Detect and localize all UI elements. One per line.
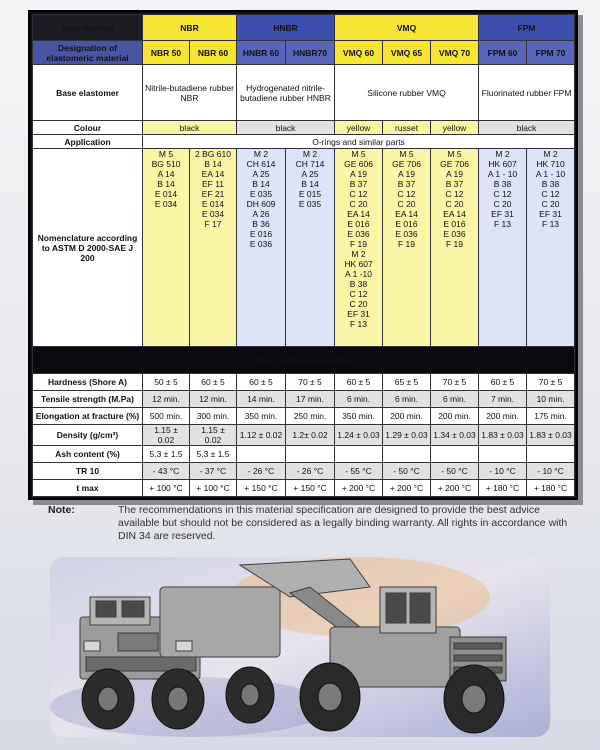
colour-fpm: black: [479, 121, 575, 135]
nomenclature-code: A 19: [398, 169, 416, 179]
tensile-strength-value: 12 min.: [190, 391, 237, 408]
nomenclature-code: CH 714: [295, 159, 325, 169]
nomenclature-code: EA 14: [395, 209, 418, 219]
nomenclature-code: B 36: [252, 219, 270, 229]
nomenclature-code: E 036: [249, 239, 273, 249]
tensile-strength-value: 10 min.: [527, 391, 575, 408]
grade-header: VMQ 60: [335, 41, 383, 65]
nomenclature-code: C 12: [445, 189, 464, 199]
nomenclature-code: E 016: [347, 219, 370, 229]
hardness-label: Hardness (Shore A): [33, 374, 143, 391]
base-elastomer-hnbr: Hydrogenated nitrile-butadiene rubber HNBR: [237, 65, 335, 121]
tensile-strength-label: Tensile strength (M.Pa): [33, 391, 143, 408]
nomenclature-code: 2 BG 610: [195, 149, 231, 159]
nomenclature-code: A 1 -10: [345, 269, 372, 279]
nomenclature-column: [335, 149, 383, 347]
header-row: [33, 15, 575, 41]
nomenclature-code: E 036: [443, 229, 466, 239]
nomenclature-code: B 37: [445, 179, 464, 189]
specification-table: [32, 14, 575, 497]
t-max-value: + 200 °C: [383, 480, 431, 497]
nomenclature-column: [527, 149, 575, 347]
colour-vmq: russet: [383, 121, 431, 135]
grade-header: VMQ 65: [383, 41, 431, 65]
colour-nbr: black: [143, 121, 237, 135]
nomenclature-code: A 25: [252, 169, 270, 179]
nomenclature-code: M 5: [447, 149, 462, 159]
density-value: 1.83 ± 0.03: [479, 425, 527, 446]
nomenclature-code: C 20: [349, 299, 368, 309]
density-value: 1.83 ± 0.03: [527, 425, 575, 446]
nomenclature-code: B 37: [397, 179, 416, 189]
hardness-row: [33, 374, 575, 391]
nomenclature-code: EA 14: [443, 209, 466, 219]
tensile-strength-value: 12 min.: [143, 391, 190, 408]
nomenclature-code: C 20: [397, 199, 416, 209]
density-value: 1.34 ± 0.03: [431, 425, 479, 446]
nomenclature-code: C 20: [445, 199, 464, 209]
grade-header: HNBR 60: [237, 41, 286, 65]
nomenclature-code: B 38: [541, 179, 560, 189]
colour-hnbr: black: [237, 121, 335, 135]
nomenclature-code: BG 510: [151, 159, 181, 169]
density-value: 1.29 ± 0.03: [383, 425, 431, 446]
nomenclature-code: A 25: [301, 169, 319, 179]
density-value: 1.15 ± 0.02: [190, 425, 237, 446]
nomenclature-code: C 20: [541, 199, 560, 209]
elongation-value: 300 min.: [190, 408, 237, 425]
ash-content-value: [335, 446, 383, 463]
nomenclature-code: M 2: [543, 149, 558, 159]
nomenclature-code: A 26: [252, 209, 270, 219]
nomenclature-code: B 14: [204, 159, 222, 169]
nomenclature-column: [383, 149, 431, 347]
ash-content-value: [527, 446, 575, 463]
tensile-strength-value: 17 min.: [286, 391, 335, 408]
nomenclature-code: A 14: [157, 169, 175, 179]
grade-header: FPM 70: [527, 41, 575, 65]
t-max-value: + 100 °C: [190, 480, 237, 497]
elongation-row: [33, 408, 575, 425]
nomenclature-code: F 19: [398, 239, 416, 249]
base-elastomer-label: Base elastomer: [33, 65, 143, 121]
nomenclature-code: EF 31: [491, 209, 514, 219]
nomenclature-code: C 20: [349, 199, 368, 209]
nomenclature-code: F 19: [350, 239, 368, 249]
nomenclature-code: B 14: [301, 179, 319, 189]
nomenclature-code: F 13: [350, 319, 368, 329]
nomenclature-code: B 38: [349, 279, 368, 289]
t-max-value: + 180 °C: [527, 480, 575, 497]
tr-10-value: - 55 °C: [335, 463, 383, 480]
ash-content-value: [237, 446, 286, 463]
nomenclature-code: F 13: [494, 219, 512, 229]
tr-10-value: - 26 °C: [237, 463, 286, 480]
tr-10-label: TR 10: [33, 463, 143, 480]
hardness-value: 70 ± 5: [527, 374, 575, 391]
tensile-strength-value: 6 min.: [383, 391, 431, 408]
elongation-value: 200 min.: [383, 408, 431, 425]
nomenclature-code: EA 14: [347, 209, 370, 219]
group-header: VMQ: [335, 15, 479, 41]
elongation-value: 200 min.: [431, 408, 479, 425]
ash-content-row: [33, 446, 575, 463]
base-elastomer-nbr: Nitrile-butadiene rubber NBR: [143, 65, 237, 121]
colour-row: [33, 121, 575, 135]
tensile-strength-value: 14 min.: [237, 391, 286, 408]
t-max-value: + 180 °C: [479, 480, 527, 497]
hardness-value: 60 ± 5: [190, 374, 237, 391]
density-value: 1.12 ± 0.02: [237, 425, 286, 446]
t-max-value: + 150 °C: [286, 480, 335, 497]
nomenclature-code: HK 607: [344, 259, 373, 269]
tr-10-value: - 37 °C: [190, 463, 237, 480]
nomenclature-code: B 37: [349, 179, 368, 189]
t-max-label: t max: [33, 480, 143, 497]
density-label: Density (g/cm³): [33, 425, 143, 446]
t-max-value: + 200 °C: [431, 480, 479, 497]
hardness-value: 65 ± 5: [383, 374, 431, 391]
elongation-value: 250 min.: [286, 408, 335, 425]
tensile-strength-value: 7 min.: [479, 391, 527, 408]
hardness-value: 70 ± 5: [286, 374, 335, 391]
nomenclature-code: E 016: [395, 219, 418, 229]
tr-10-row: [33, 463, 575, 480]
nomenclature-code: A 1 - 10: [487, 169, 518, 179]
nomenclature-code: E 034: [201, 209, 225, 219]
elongation-value: 350 min.: [335, 408, 383, 425]
nomenclature-code: M 5: [351, 149, 366, 159]
nomenclature-code: B 38: [493, 179, 512, 189]
group-header: FPM: [479, 15, 575, 41]
tr-10-value: - 50 °C: [383, 463, 431, 480]
tr-10-value: - 10 °C: [479, 463, 527, 480]
density-row: [33, 425, 575, 446]
tr-10-value: - 26 °C: [286, 463, 335, 480]
dumper-wheels: [82, 667, 274, 729]
elongation-label: Elongation at fracture (%): [33, 408, 143, 425]
nomenclature-code: C 12: [397, 189, 416, 199]
nomenclature-code: A 19: [350, 169, 368, 179]
base-elastomer-vmq: Silicone rubber VMQ: [335, 65, 479, 121]
t-max-value: + 100 °C: [143, 480, 190, 497]
density-value: 1.24 ± 0.03: [335, 425, 383, 446]
elongation-value: 200 min.: [479, 408, 527, 425]
note-text: The recommendations in this material specification are designed to provide the best advice available but should not be considered as a legally binding warranty. All rights in accordance with DIN 34 are reserved.: [118, 504, 568, 542]
nomenclature-column: [237, 149, 286, 347]
nomenclature-code: A 1 - 10: [535, 169, 566, 179]
basic-data-title: Basic technological data: [33, 347, 575, 374]
nomenclature-code: E 015: [298, 189, 322, 199]
nomenclature-code: E 014: [201, 199, 225, 209]
hardness-value: 60 ± 5: [479, 374, 527, 391]
base-elastomer-fpm: Fluorinated rubber FPM: [479, 65, 575, 121]
nomenclature-code: M 5: [158, 149, 174, 159]
nomenclature-code: E 036: [395, 229, 418, 239]
nomenclature-row: [33, 149, 575, 347]
nomenclature-code: M 2: [351, 249, 366, 259]
colour-vmq: yellow: [431, 121, 479, 135]
nomenclature-code: C 20: [493, 199, 512, 209]
nomenclature-column: [479, 149, 527, 347]
elongation-value: 350 min.: [237, 408, 286, 425]
application-label: Application: [33, 135, 143, 149]
tr-10-value: - 43 °C: [143, 463, 190, 480]
nomenclature-code: F 19: [446, 239, 464, 249]
colour-vmq: yellow: [335, 121, 383, 135]
construction-vehicles-photo: [50, 557, 550, 737]
nomenclature-code: E 035: [249, 189, 273, 199]
nomenclature-code: F 17: [204, 219, 222, 229]
t-max-row: [33, 480, 575, 497]
nomenclature-code: M 2: [495, 149, 510, 159]
grade-header: FPM 60: [479, 41, 527, 65]
nomenclature-column: [431, 149, 479, 347]
group-header: HNBR: [237, 15, 335, 41]
ash-content-value: [383, 446, 431, 463]
nomenclature-column: [190, 149, 237, 347]
nomenclature-code: EF 21: [201, 189, 225, 199]
ash-content-label: Ash content (%): [33, 446, 143, 463]
nomenclature-code: EF 11: [201, 179, 225, 189]
nomenclature-label: Nomenclature according to ASTM D 2000-SAE J 200: [33, 149, 143, 347]
nomenclature-code: M 2: [253, 149, 269, 159]
hardness-value: 60 ± 5: [335, 374, 383, 391]
application-value: O-rings and similar parts: [143, 135, 575, 149]
nomenclature-code: M 5: [399, 149, 414, 159]
specification-table-panel: [28, 10, 578, 500]
density-value: 1.15 ± 0.02: [143, 425, 190, 446]
ash-content-value: [479, 446, 527, 463]
designation-row: [33, 41, 575, 65]
density-value: 1.2± 0.02: [286, 425, 335, 446]
nomenclature-code: E 036: [347, 229, 370, 239]
nomenclature-code: E 034: [154, 199, 178, 209]
hardness-value: 60 ± 5: [237, 374, 286, 391]
elongation-value: 500 min.: [143, 408, 190, 425]
note-label: Note:: [48, 504, 75, 516]
nomenclature-code: M 2: [302, 149, 318, 159]
elongation-value: 175 min.: [527, 408, 575, 425]
nomenclature-code: A 19: [446, 169, 464, 179]
nomenclature-code: C 12: [493, 189, 512, 199]
nomenclature-code: EF 31: [539, 209, 562, 219]
nomenclature-code: C 12: [349, 189, 368, 199]
nomenclature-column: [143, 149, 190, 347]
application-row: [33, 135, 575, 149]
specification-header: Specification: [33, 15, 143, 41]
hardness-value: 50 ± 5: [143, 374, 190, 391]
nomenclature-code: B 14: [252, 179, 270, 189]
grade-header: HNBR70: [286, 41, 335, 65]
colour-label: Colour: [33, 121, 143, 135]
t-max-value: + 200 °C: [335, 480, 383, 497]
nomenclature-code: E 035: [298, 199, 322, 209]
tr-10-value: - 50 °C: [431, 463, 479, 480]
nomenclature-code: C 12: [349, 289, 368, 299]
tensile-strength-value: 6 min.: [431, 391, 479, 408]
nomenclature-code: HK 607: [488, 159, 517, 169]
nomenclature-code: F 13: [542, 219, 560, 229]
ash-content-value: [286, 446, 335, 463]
tr-10-value: - 10 °C: [527, 463, 575, 480]
ash-content-value: 5.3 ± 1.5: [143, 446, 190, 463]
tensile-strength-row: [33, 391, 575, 408]
nomenclature-code: GE 606: [344, 159, 373, 169]
nomenclature-code: E 014: [154, 189, 178, 199]
nomenclature-code: GE 706: [440, 159, 469, 169]
tensile-strength-value: 6 min.: [335, 391, 383, 408]
designation-label: Designation of elastomeric material: [33, 41, 143, 65]
nomenclature-code: E 016: [249, 229, 273, 239]
nomenclature-code: EF 31: [347, 309, 370, 319]
grade-header: NBR 50: [143, 41, 190, 65]
group-header: NBR: [143, 15, 237, 41]
ash-content-value: [431, 446, 479, 463]
ash-content-value: 5.3 ± 1.5: [190, 446, 237, 463]
nomenclature-column: [286, 149, 335, 347]
grade-header: VMQ 70: [431, 41, 479, 65]
nomenclature-code: EA 14: [201, 169, 225, 179]
base-elastomer-row: [33, 65, 575, 121]
basic-data-title-row: [33, 347, 575, 374]
nomenclature-code: HK 710: [536, 159, 565, 169]
nomenclature-code: C 12: [541, 189, 560, 199]
hardness-value: 70 ± 5: [431, 374, 479, 391]
nomenclature-code: E 016: [443, 219, 466, 229]
nomenclature-code: CH 614: [246, 159, 276, 169]
grade-header: NBR 60: [190, 41, 237, 65]
nomenclature-code: GE 706: [392, 159, 421, 169]
nomenclature-code: B 14: [157, 179, 175, 189]
nomenclature-code: DH 609: [246, 199, 276, 209]
t-max-value: + 150 °C: [237, 480, 286, 497]
